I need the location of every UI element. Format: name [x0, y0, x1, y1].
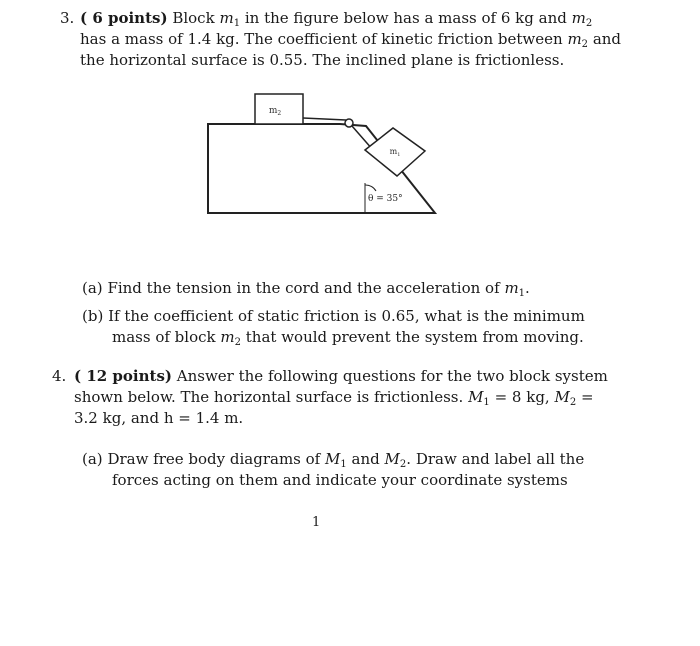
var-M: M [468, 388, 484, 406]
var-sub: 2 [234, 337, 241, 348]
q3-line-3: the horizontal surface is 0.55. The inclined plane is frictionless. [80, 51, 565, 69]
question-4-number: 4. [52, 367, 67, 385]
pulley [345, 119, 353, 127]
part-text: mass of block [112, 328, 216, 346]
var-m: m [571, 9, 586, 27]
var-M: M [325, 450, 341, 468]
q4-part-a [82, 449, 584, 491]
part-text: If the coefficient of static friction is 0.65, what is the minimum [108, 307, 585, 325]
var-sub: 2 [581, 39, 589, 50]
q3-part-b [82, 306, 585, 348]
var-m: m [567, 30, 582, 48]
var-m: m [219, 9, 234, 27]
var-sub: 2 [585, 18, 593, 29]
var-sub: 1 [518, 288, 526, 299]
var-M: M [554, 388, 570, 406]
var-m: m [220, 328, 235, 346]
q3-points: ( 6 points) [80, 9, 168, 27]
q3-text: has a mass of 1.4 kg. The coefficient of kinetic friction between [80, 30, 563, 48]
q3-part-a: (a) Find the tension in the cord and the acceleration of $m_1$. [82, 279, 530, 299]
var-sub: 2 [569, 397, 577, 408]
incline-figure [200, 88, 445, 218]
part-text: forces acting on them and indicate your coordinate systems [112, 471, 568, 489]
var-sub: 2 [399, 459, 407, 470]
q4-text: = 8 kg, [494, 388, 550, 406]
part-label: (a) [82, 450, 103, 468]
q4-text: 3.2 kg, and h = 1.4 m. [74, 409, 244, 427]
q4-text: Answer the following questions for the two block system [176, 367, 608, 385]
var-m: m [504, 279, 519, 297]
block-m1-label: $m_1$ [389, 147, 401, 158]
q3-line-1 [80, 8, 621, 29]
q3-text: and [592, 30, 622, 48]
part-label: (a) [82, 279, 103, 297]
var-sub: 1 [483, 397, 490, 408]
var-sub: 1 [233, 18, 241, 29]
part-text: that would prevent the system from moving. [245, 328, 584, 346]
part-text: . Draw and label all the [406, 450, 585, 468]
question-3-statement [80, 8, 621, 71]
q3-text: Block [172, 9, 215, 27]
q4-text: shown below. The horizontal surface is frictionless. [74, 388, 464, 406]
page-number: 1 [312, 515, 321, 530]
q3-text: in the figure below has a mass of 6 kg and [244, 9, 567, 27]
part-text: Draw free body diagrams of [107, 450, 321, 468]
question-3-number: 3. [60, 9, 75, 27]
q4-text: = [580, 388, 594, 406]
block-m2 [255, 94, 303, 124]
angle-label: θ = 35° [368, 194, 403, 204]
q4-points: ( 12 points) [74, 367, 172, 385]
cord [303, 118, 346, 120]
part-text: Find the tension in the cord and the acceleration of [107, 279, 500, 297]
question-4-statement [74, 366, 608, 429]
part-text: and [351, 450, 380, 468]
part-label: (b) [82, 307, 104, 325]
var-sub: 1 [340, 459, 347, 470]
var-M: M [384, 450, 400, 468]
block-m2-label: $m_2$ [268, 106, 282, 117]
q3-line-2 [80, 29, 621, 50]
